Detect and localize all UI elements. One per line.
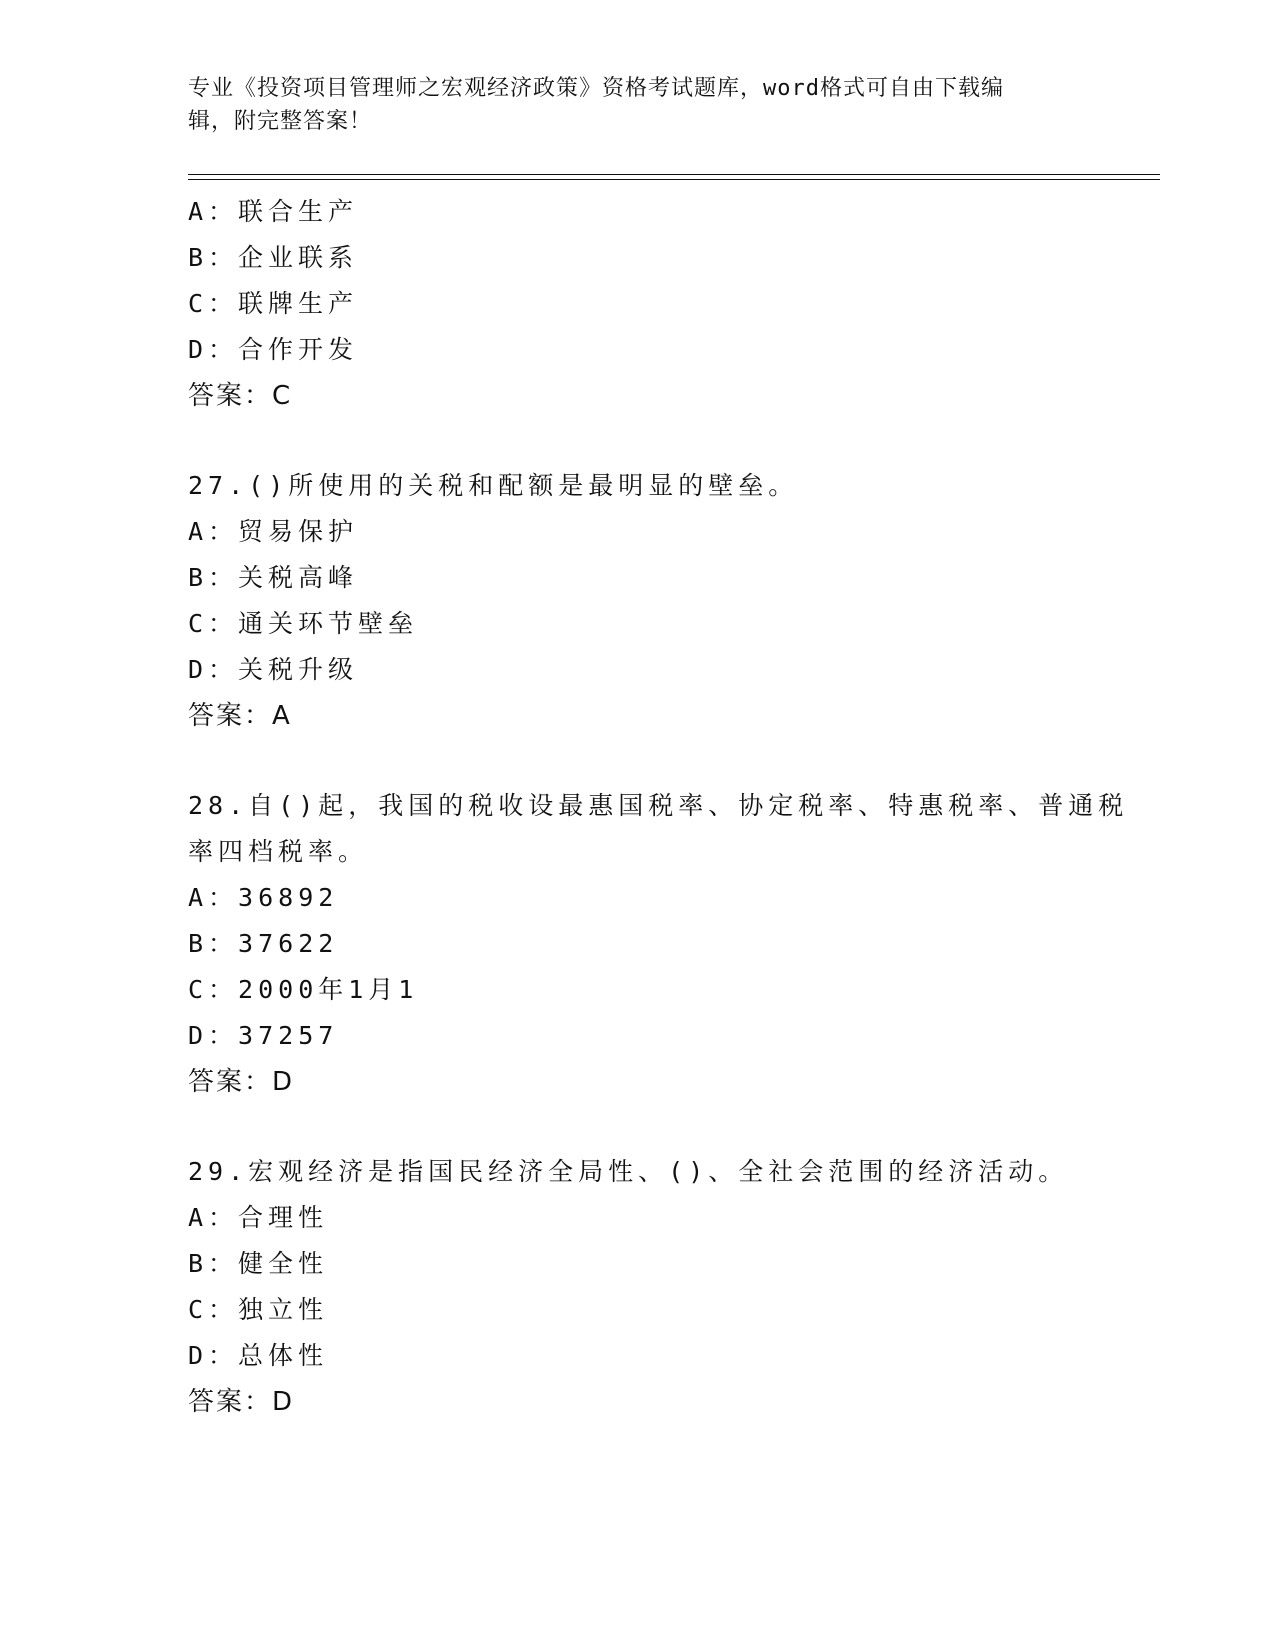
header-line-1: 专业《投资项目管理师之宏观经济政策》资格考试题库，word格式可自由下载编 (188, 76, 1004, 101)
answer-line: 答案：D (188, 1067, 295, 1097)
option-c: C：联牌生产 (188, 289, 359, 318)
option-a: A：36892 (188, 883, 339, 912)
option-d: D：总体性 (188, 1341, 329, 1370)
spacer (188, 739, 1088, 783)
spacer (188, 419, 1088, 463)
option-c: C：2000年1月1 (188, 975, 419, 1004)
header-rule-bottom (188, 179, 1160, 180)
question-27 (188, 463, 1088, 739)
option-d: D：37257 (188, 1021, 339, 1050)
option-b: B：企业联系 (188, 243, 359, 272)
option-b: B：健全性 (188, 1249, 329, 1278)
question-28 (188, 783, 1129, 1105)
option-a: A：合理性 (188, 1203, 329, 1232)
option-c: C：独立性 (188, 1295, 329, 1324)
question-stem: 29.宏观经济是指国民经济全局性、()、全社会范围的经济活动。 (188, 1157, 1069, 1186)
answer-line: 答案：C (188, 381, 293, 411)
header-rule-top (188, 174, 1160, 175)
header-line-2: 辑，附完整答案！ (188, 109, 373, 134)
option-c: C：通关环节壁垒 (188, 609, 419, 638)
question-stem: 27.()所使用的关税和配额是最明显的壁垒。 (188, 471, 799, 500)
document-header (188, 72, 1088, 138)
spacer (188, 1105, 1088, 1149)
option-d: D：合作开发 (188, 335, 359, 364)
question-stem-line-1: 28.自()起，我国的税收设最惠国税率、协定税率、特惠税率、普通税 (188, 791, 1129, 820)
option-b: B：关税高峰 (188, 563, 359, 592)
answer-line: 答案：D (188, 1387, 295, 1417)
question-list (188, 189, 1129, 1425)
question-26-continued (188, 189, 1088, 419)
question-stem-line-2: 率四档税率。 (188, 837, 369, 866)
option-b: B：37622 (188, 929, 339, 958)
question-29 (188, 1149, 1088, 1425)
answer-line: 答案：A (188, 701, 292, 731)
option-a: A：贸易保护 (188, 517, 359, 546)
option-a: A：联合生产 (188, 197, 359, 226)
option-d: D：关税升级 (188, 655, 359, 684)
